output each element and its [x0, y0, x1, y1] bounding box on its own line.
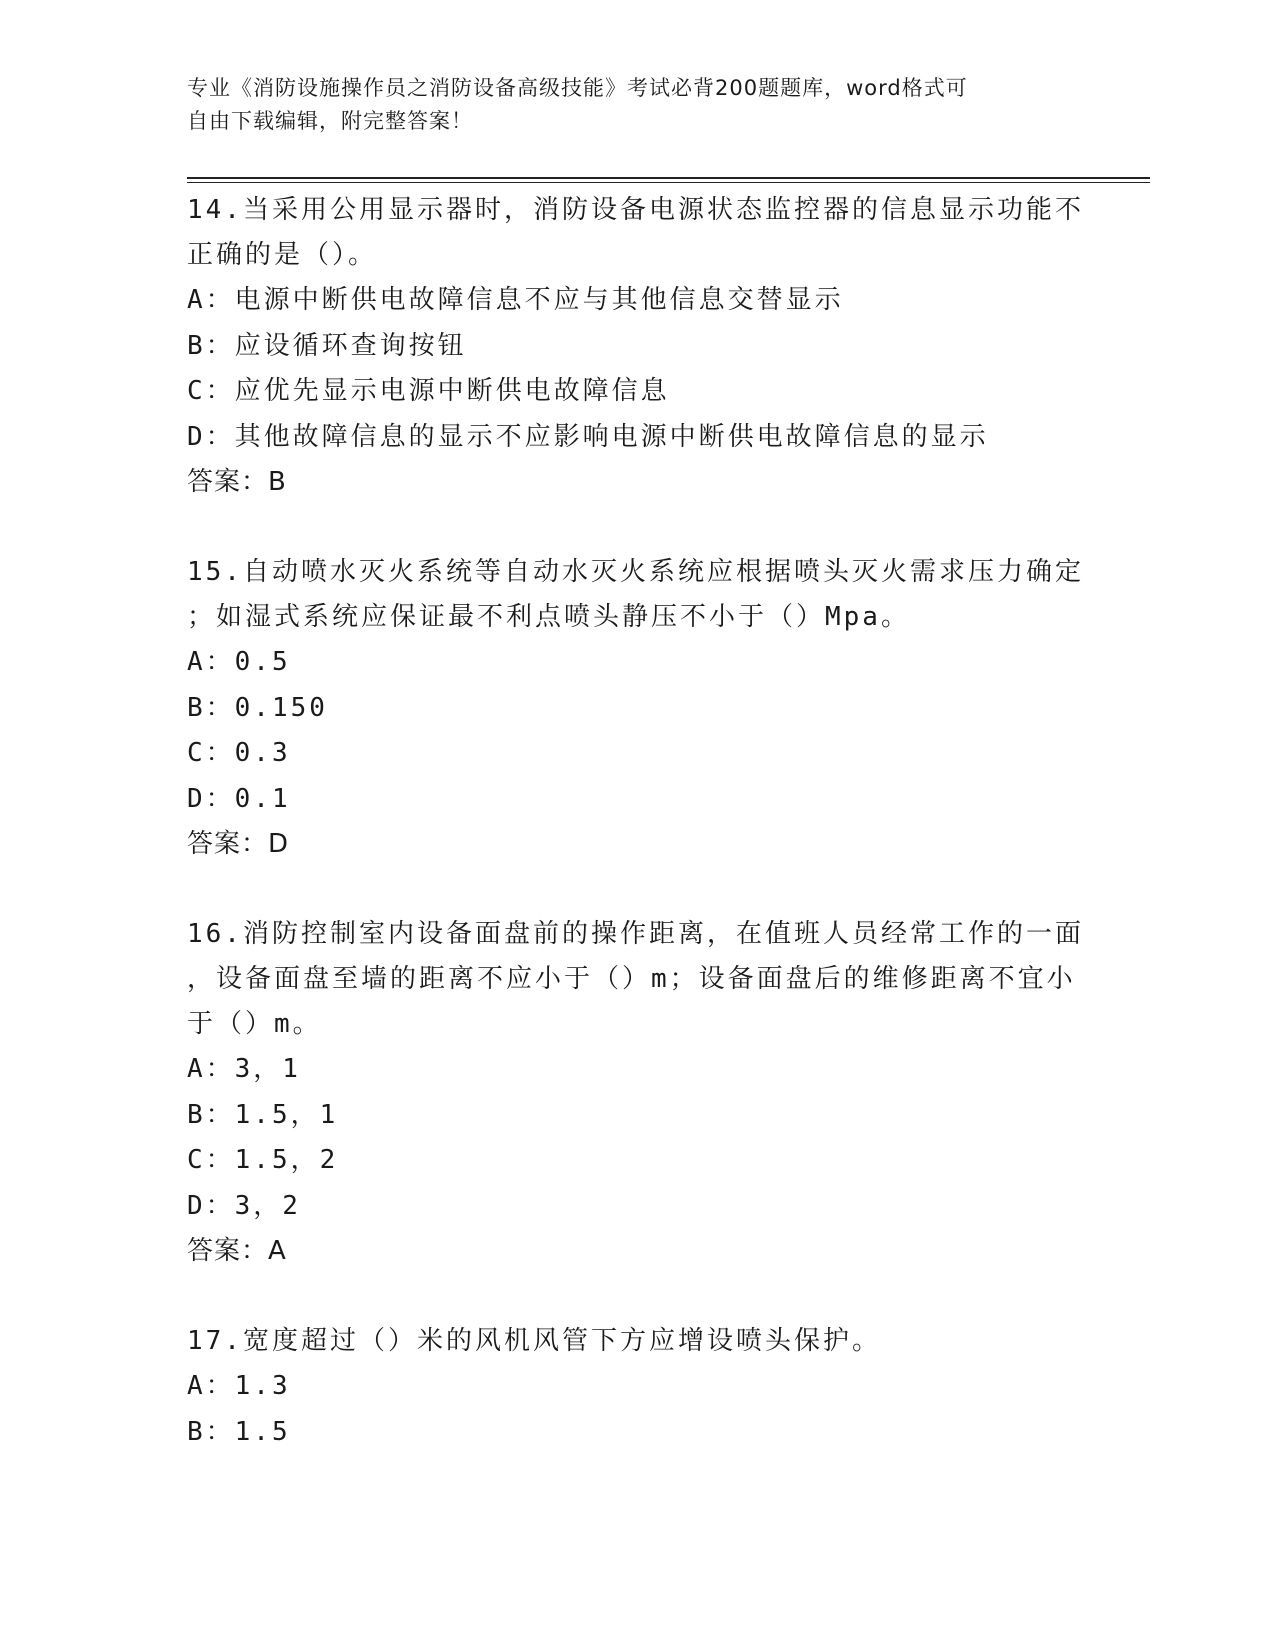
option-a: A：1.3	[187, 1371, 291, 1401]
spacer	[187, 505, 1087, 550]
answer: 答案：A	[187, 1236, 287, 1266]
option-c: C：1.5，2	[187, 1145, 339, 1175]
option-a: A：0.5	[187, 647, 291, 677]
question-text-line: ；如湿式系统应保证最不利点喷头静压不小于（）Mpa。	[187, 602, 910, 632]
option-d: D：其他故障信息的显示不应影响电源中断供电故障信息的显示	[187, 421, 989, 452]
question-14	[187, 188, 1087, 505]
question-15	[187, 550, 1087, 867]
answer: 答案：B	[187, 467, 287, 497]
spacer	[187, 1274, 1087, 1319]
option-b: B：应设循环查询按钮	[187, 330, 467, 361]
question-list	[187, 188, 1087, 1455]
document-header	[187, 72, 1067, 138]
question-16	[187, 912, 1087, 1274]
header-line-2: 自由下载编辑，附完整答案！	[187, 109, 473, 133]
option-d: D：0.1	[187, 783, 291, 814]
question-text-line: 14.当采用公用显示器时，消防设备电源状态监控器的信息显示功能不	[187, 195, 1084, 225]
option-b: B：0.150	[187, 692, 328, 723]
option-d: D：3，2	[187, 1190, 301, 1221]
option-b: B：1.5	[187, 1416, 291, 1447]
question-text-line: ，设备面盘至墙的距离不应小于（）m；设备面盘后的维修距离不宜小	[187, 964, 1076, 994]
option-c: C：0.3	[187, 738, 291, 768]
header-line-1: 专业《消防设施操作员之消防设备高级技能》考试必背200题题库，word格式可	[187, 76, 968, 100]
option-c: C：应优先显示电源中断供电故障信息	[187, 376, 670, 406]
option-a: A：3，1	[187, 1054, 301, 1084]
answer: 答案：D	[187, 829, 290, 859]
header-divider-thick	[187, 177, 1150, 179]
question-text-line: 于（）m。	[187, 1009, 322, 1039]
option-b: B：1.5，1	[187, 1099, 339, 1130]
option-a: A：电源中断供电故障信息不应与其他信息交替显示	[187, 285, 844, 315]
question-text-line: 17.宽度超过（）米的风机风管下方应增设喷头保护。	[187, 1326, 881, 1356]
header-divider-thin	[187, 182, 1150, 183]
question-text-line: 正确的是（）。	[187, 240, 378, 270]
question-17	[187, 1319, 1087, 1455]
spacer	[187, 867, 1087, 912]
question-text-line: 16.消防控制室内设备面盘前的操作距离，在值班人员经常工作的一面	[187, 919, 1084, 949]
question-text-line: 15.自动喷水灭火系统等自动水灭火系统应根据喷头灭火需求压力确定	[187, 557, 1084, 587]
